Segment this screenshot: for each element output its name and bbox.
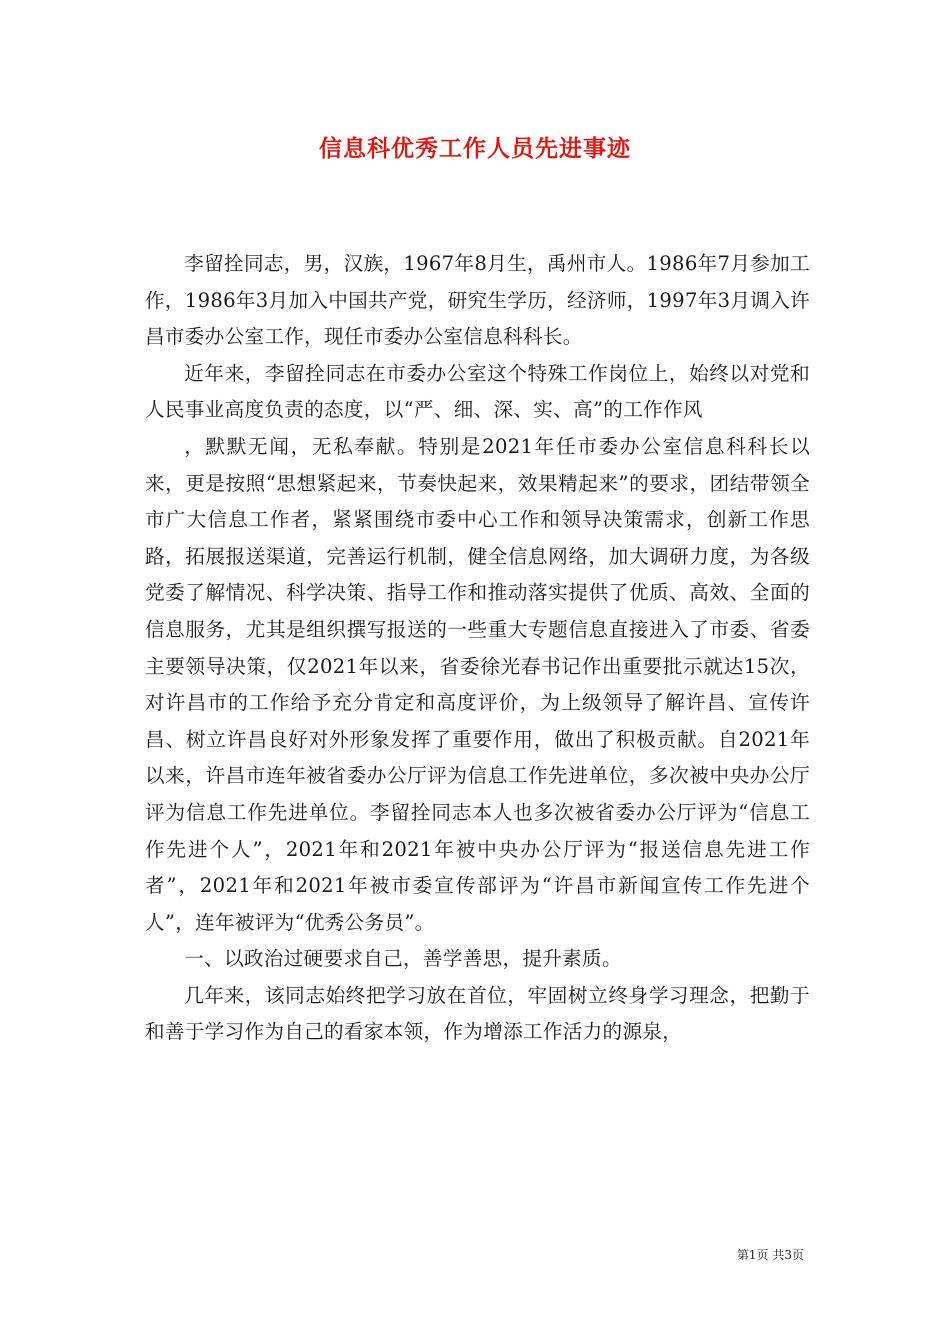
document-body [145, 246, 810, 1051]
page-number: 第1页 共3页 [736, 1248, 804, 1262]
paragraph-3: ，默默无闻，无私奉献。特别是2021年任市委办公室信息科科长以来，更是按照“思想紧起来，节奏快起来，效果精起来”的要求，团结带领全市广大信息工作者，紧紧围绕市委中心工作和领导决策需求，创新工作思路，拓展报送渠道，完善运行机制，健全信息网络，加大调研力度，为各级党委了解情况、科学决策、指导工作和推动落实提供了优质、高效、全面的信息服务，尤其是组织撰写报送的一些重大专题信息直接进入了市委、省委主要领导决策，仅2021年以来，省委徐光春书记作出重要批示就达15次，对许昌市的工作给予充分肯定和高度评价，为上级领导了解许昌、宣传许昌、树立许昌良好对外形象发挥了重要作用，做出了积极贡献。自2021年以来，许昌市连年被省委办公厅评为信息工作先进单位，多次被中央办公厅评为信息工作先进单位。李留拴同志本人也多次被省委办公厅评为“信息工作先进个人”，2021年和2021年被中央办公厅评为“报送信息先进工作者”，2021年和2021年被市委宣传部评为“许昌市新闻宣传工作先进个人”，连年被评为“优秀公务员”。 [145, 434, 810, 934]
document-title: 信息科优秀工作人员先进事迹 [319, 135, 631, 162]
paragraph-5: 几年来，该同志始终把学习放在首位，牢固树立终身学习理念，把勤于和善于学习作为自己的看家本领，作为增添工作活力的源泉， [145, 983, 810, 1044]
paragraph-2: 近年来，李留拴同志在市委办公室这个特殊工作岗位上，始终以对党和人民事业高度负责的态度，以“严、细、深、实、高”的工作作风 [145, 361, 810, 422]
paragraph-1: 李留拴同志，男，汉族，1967年8月生，禹州市人。1986年7月参加工作，1986年3月加入中国共产党，研究生学历，经济师，1997年3月调入许昌市委办公室工作，现任市委办公室信息科科长。 [145, 252, 810, 349]
paragraph-4: 一、以政治过硬要求自己，善学善思，提升素质。 [184, 947, 622, 971]
